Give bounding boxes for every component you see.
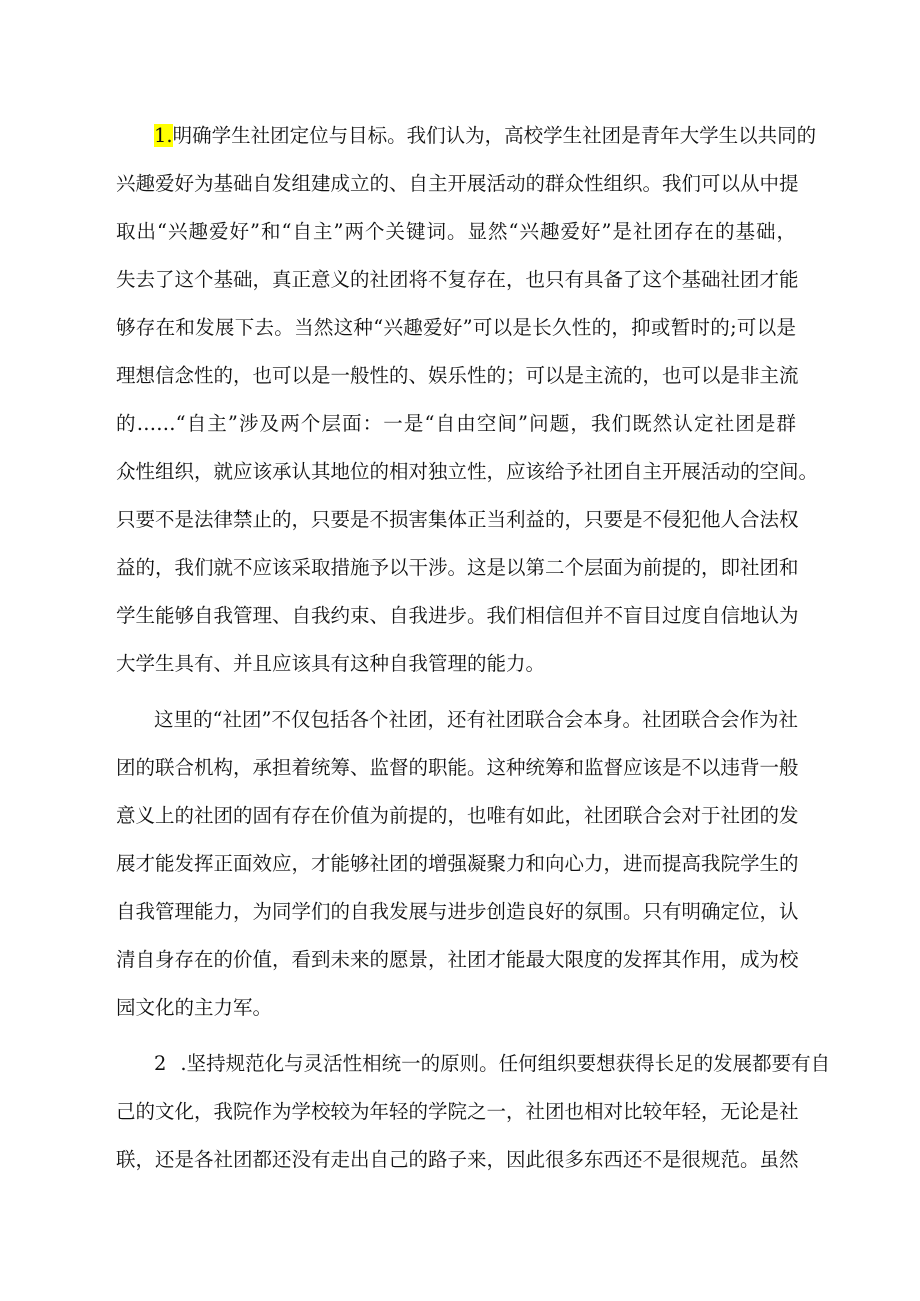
paragraph-line: 意义上的社团的固有存在价值为前提的，也唯有如此，社团联合会对于社团的发 [116, 804, 799, 827]
paragraph-line: 大学生具有、并且应该具有这种自我管理的能力。 [116, 652, 546, 675]
paragraph-line: 益的，我们就不应该采取措施予以干涉。这是以第二个层面为前提的，即社团和 [116, 556, 799, 579]
paragraph-line: 兴趣爱好为基础自发组建成立的、自主开展活动的群众性组织。我们可以从中提 [116, 172, 799, 195]
paragraph-line: 己的文化，我院作为学校较为年轻的学院之一，社团也相对比较年轻，无论是社 [116, 1100, 799, 1123]
highlighted-number: 1. [154, 124, 173, 147]
paragraph-line: 的……“自主”涉及两个层面：一是“自由空间”问题，我们既然认定社团是群 [116, 412, 796, 435]
paragraph-line: 够存在和发展下去。当然这种“兴趣爱好”可以是长久性的，抑或暂时的;可以是 [116, 316, 796, 339]
paragraph-line: 学生能够自我管理、自我约束、自我进步。我们相信但并不盲目过度自信地认为 [116, 604, 799, 627]
section-number: 2 [154, 1052, 167, 1075]
paragraph-line: 清自身存在的价值，看到未来的愿景，社团才能最大限度的发挥其作用，成为校 [116, 948, 799, 971]
paragraph-line: 园文化的主力军。 [116, 996, 273, 1019]
paragraph-line: 只要不是法律禁止的，只要是不损害集体正当利益的，只要是不侵犯他人合法权 [116, 508, 799, 531]
paragraph-line: 失去了这个基础，真正意义的社团将不复存在，也只有具备了这个基础社团才能 [116, 268, 799, 291]
paragraph-line: 团的联合机构，承担着统筹、监督的职能。这种统筹和监督应该是不以违背一般 [116, 756, 799, 779]
paragraph-line: 联，还是各社团都还没有走出自己的路子来，因此很多东西还不是很规范。虽然 [116, 1148, 799, 1171]
line-text: .坚持规范化与灵活性相统一的原则。任何组织要想获得长足的发展都要有自 [180, 1052, 831, 1075]
paragraph-line [154, 1046, 831, 1082]
paragraph-line: 众性组织，就应该承认其地位的相对独立性，应该给予社团自主开展活动的空间。 [116, 460, 819, 483]
line-text: 明确学生社团定位与目标。我们认为，高校学生社团是青年大学生以共同的 [172, 124, 817, 147]
paragraph-line: 这里的“社团”不仅包括各个社团，还有社团联合会本身。社团联合会作为社 [154, 708, 798, 731]
paragraph-line: 展才能发挥正面效应，才能够社团的增强凝聚力和向心力，进而提高我院学生的 [116, 852, 799, 875]
paragraph-line [154, 118, 817, 154]
paragraph-line: 取出“兴趣爱好”和“自主”两个关键词。显然“兴趣爱好”是社团存在的基础， [116, 220, 796, 243]
paragraph-line: 理想信念性的，也可以是一般性的、娱乐性的；可以是主流的，也可以是非主流 [116, 364, 799, 387]
paragraph-line: 自我管理能力，为同学们的自我发展与进步创造良好的氛围。只有明确定位，认 [116, 900, 799, 923]
